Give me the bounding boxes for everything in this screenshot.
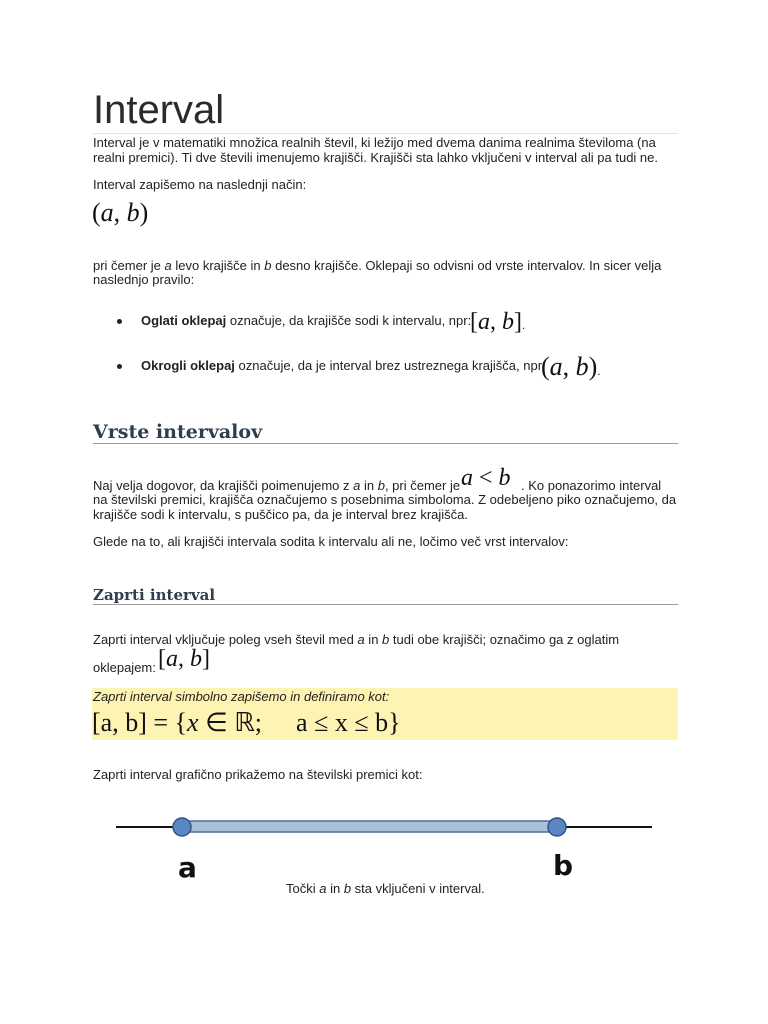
label-a: a	[178, 851, 197, 884]
figure-caption: Točki a in b sta vključeni v interval.	[286, 881, 485, 896]
explain-line-1: pri čemer je a levo krajišče in b desno krajišče. Oklepaji so odvisni od vrste intervalov. In sicer velja	[93, 258, 662, 273]
vrste-line-3: krajišče sodi k intervalu, s puščico pa, da je interval brez krajišča.	[93, 507, 468, 522]
bullet-item-round: Okrogli oklepaj označuje, da je interval brez ustreznega krajišča, npr:	[141, 358, 546, 373]
bullet-formula-round: (a, b).	[541, 352, 601, 381]
endpoint-a-marker	[173, 818, 191, 836]
label-b: b	[553, 849, 574, 882]
graph-caption: Zaprti interval grafično prikažemo na številski premici kot:	[93, 767, 423, 782]
section-divider	[93, 443, 678, 444]
title-divider	[93, 133, 678, 134]
number-line-diagram	[110, 805, 658, 885]
bullet-dot	[117, 319, 122, 324]
notation-formula: (a, b)	[92, 198, 149, 227]
inequality-formula: a < b	[461, 465, 511, 491]
vrste-line-2: na številski premici, krajišča označujemo s posebnima simboloma. Z odebeljeno piko označujemo, da	[93, 492, 677, 507]
heading-vrste-intervalov: Vrste intervalov	[93, 421, 263, 443]
vrste-paragraph-2: Glede na to, ali krajišči intervala sodita k intervalu ali ne, ločimo več vrst intervalov:	[93, 534, 569, 549]
bullet-dot	[117, 364, 122, 369]
vrste-line-1: Naj velja dogovor, da krajišči poimenujemo z a in b, pri čemer je	[93, 478, 461, 493]
definition-formula: [a, b] = {x ∈ ℝ; a ≤ x ≤ b}	[92, 708, 401, 737]
intro-line-1: Interval je v matematiki množica realnih števil, ki ležijo med dvema danima realnima številoma (na	[93, 135, 656, 150]
explain-line-2: naslednjo pravilo:	[93, 272, 195, 287]
page-title: Interval	[93, 88, 225, 132]
interval-segment	[182, 821, 558, 832]
zaprti-line-2: oklepajem:	[93, 660, 156, 675]
zaprti-inline-formula: [a, b]	[158, 646, 210, 672]
bullet-formula-square: [a, b].	[470, 309, 525, 335]
endpoint-b-marker	[548, 818, 566, 836]
definition-caption: Zaprti interval simbolno zapišemo in definiramo kot:	[93, 689, 390, 704]
intro-line-2: realni premici). Ti dve števili imenujemo krajišči. Krajišči sta lahko vključeni v interval ali pa tudi ne.	[93, 150, 658, 165]
notation-intro: Interval zapišemo na naslednji način:	[93, 177, 307, 192]
vrste-line-1-tail: . Ko ponazorimo interval	[521, 478, 662, 493]
bullet-item-square: Oglati oklepaj označuje, da krajišče sodi k intervalu, npr:	[141, 313, 472, 328]
zaprti-line-1: Zaprti interval vključuje poleg vseh števil med a in b tudi obe krajišči; označimo ga z oglatim	[93, 632, 620, 647]
heading-zaprti-interval: Zaprti interval	[93, 586, 216, 604]
section-divider	[93, 604, 678, 605]
